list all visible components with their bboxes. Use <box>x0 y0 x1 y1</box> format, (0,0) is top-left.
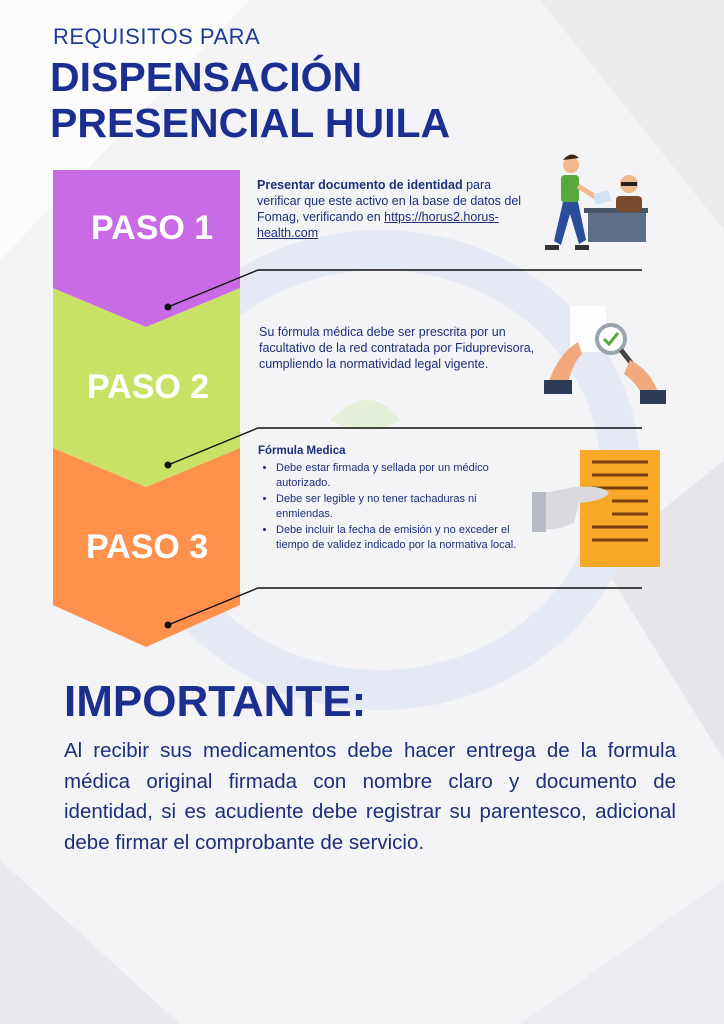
magnifier-check-icon <box>544 306 666 404</box>
horus-link[interactable]: https://horus2.horus-health.com <box>257 210 499 240</box>
list-item: • Debe ser legible y no tener tachaduras ni enmiendas. <box>276 492 528 521</box>
important-title: IMPORTANTE: <box>64 677 367 726</box>
step1-text-rest: para verificar que este activo en la base de datos del Fomag, verificando en <box>257 178 522 224</box>
connector-dot-1 <box>165 304 172 311</box>
step2-label: PASO 2 <box>87 368 210 406</box>
list-item: • Debe estar firmada y sellada por un médico autorizado. <box>276 461 528 490</box>
step3-label: PASO 3 <box>86 528 209 566</box>
step1-text <box>257 177 527 241</box>
connector-dot-3 <box>165 622 172 629</box>
step1-text-bold: Presentar documento de identidad <box>257 178 463 192</box>
step3-bullets <box>258 461 528 552</box>
important-text: Al recibir sus medicamentos debe hacer entrega de la formula médica original firmada con nombre claro y documento de identidad, si es acudiente debe registrar su parentesco, adicional debe firmar el comprobante de servicio. <box>64 739 676 854</box>
person-at-desk-icon <box>545 154 648 250</box>
document-hand-icon <box>532 450 660 567</box>
step3-heading: Fórmula Medica <box>258 445 346 457</box>
step3-text <box>258 442 528 554</box>
page-title-line1: DISPENSACIÓN <box>50 54 363 100</box>
subtitle: REQUISITOS PARA <box>53 24 261 49</box>
step2-text: Su fórmula médica debe ser prescrita por un facultativo de la red contratada por Fiduprevisora, cumpliendo la normatividad legal vigente. <box>259 325 535 371</box>
step1-label: PASO 1 <box>91 209 214 247</box>
list-item: • Debe incluir la fecha de emisión y no exceder el tiempo de validez indicado por la normativa local. <box>276 523 528 552</box>
connector-dot-2 <box>165 462 172 469</box>
page-title-line2: PRESENCIAL HUILA <box>50 100 451 146</box>
